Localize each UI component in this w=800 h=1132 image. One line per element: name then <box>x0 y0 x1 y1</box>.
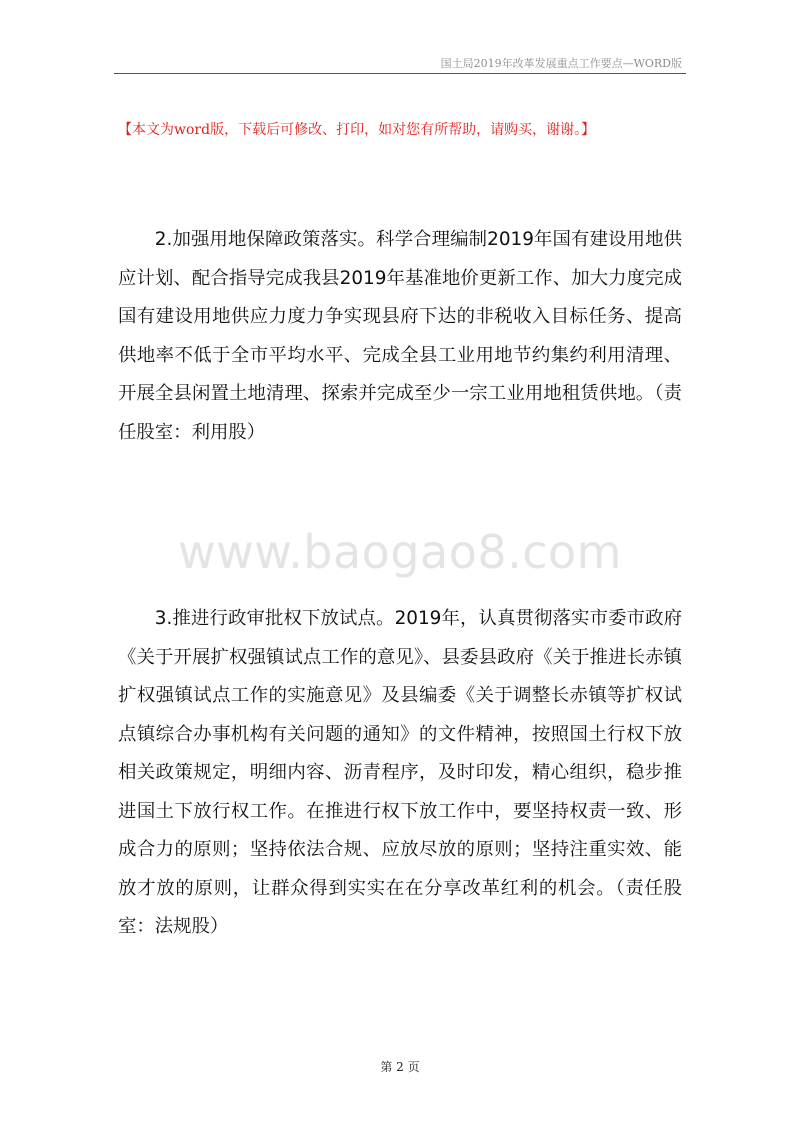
header-divider <box>114 73 686 74</box>
purchase-notice: 【本文为word版，下载后可修改、打印，如对您有所帮助，请购买，谢谢。】 <box>118 122 596 138</box>
watermark: www.baogao8.com <box>178 525 622 579</box>
running-header: 国土局2019年改革发展重点工作要点—WORD版 <box>440 57 682 70</box>
paragraph-land-use-policy: 2.加强用地保障政策落实。科学合理编制2019年国有建设用地供应计划、配合指导完成我县2019年基准地价更新工作、加大力度完成国有建设用地供应力度力争实现县府下达的非税收入目标任务、提高供地率不低于全市平均水平、完成全县工业用地节约集约利用清理、开展全县闲置土地清理、探索并完成至少一宗工业用地租赁供地。（责任股室：利用股） <box>118 229 682 443</box>
page-number: 第 2 页 <box>380 1060 420 1074</box>
paragraph-approval-decentralization: 3.推进行政审批权下放试点。2019年，认真贯彻落实市委市政府《关于开展扩权强镇试点工作的意见》、县委县政府《关于推进长赤镇扩权强镇试点工作的实施意见》及县编委《关于调整长赤镇等扩权试点镇综合办事机构有关问题的通知》的文件精神，按照国土行权下放相关政策规定，明细内容、沥青程序，及时印发，精心组织，稳步推进国土下放行权工作。在推进行权下放工作中，要坚持权责一致、形成合力的原则；坚持依法合规、应放尽放的原则；坚持注重实效、能放才放的原则，让群众得到实实在在分享改革红利的机会。（责任股室：法规股） <box>118 608 682 938</box>
